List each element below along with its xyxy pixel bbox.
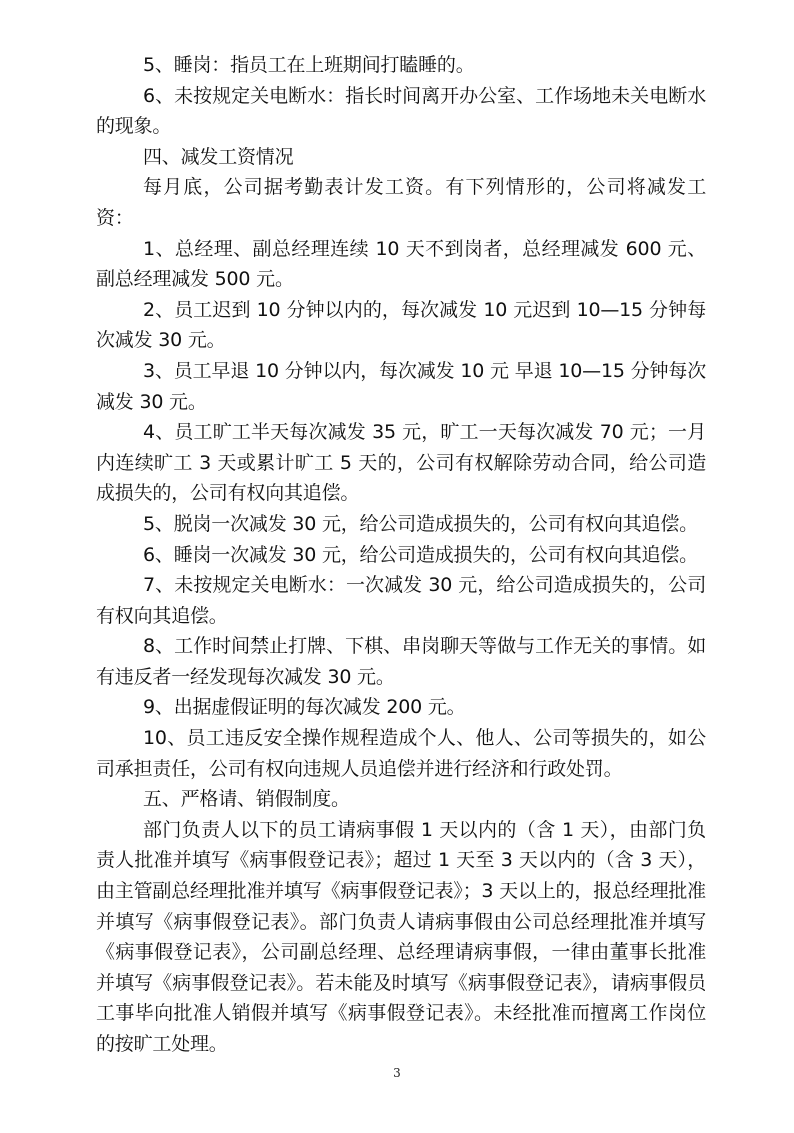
paragraph-rule-1: 1、总经理、副总经理连续 10 天不到岗者，总经理减发 600 元、副总经理减发 500 元。 [96,237,706,291]
paragraph-item-6-power-water: 6、未按规定关电断水：指长时间离开办公室、工作场地未关电断水的现象。 [96,84,706,138]
paragraph-rule-3: 3、员工早退 10 分钟以内，每次减发 10 元 早退 10—15 分钟每次减发 30 元。 [96,359,706,413]
paragraph-item-5-sleeping: 5、睡岗：指员工在上班期间打瞌睡的。 [143,54,475,76]
paragraph-rule-2: 2、员工迟到 10 分钟以内的，每次减发 10 元迟到 10—15 分钟每次减发 30 元。 [96,298,706,352]
paragraph-rule-6: 6、睡岗一次减发 30 元，给公司造成损失的，公司有权向其追偿。 [143,543,698,566]
paragraph-rule-4: 4、员工旷工半天每次减发 35 元，旷工一天每次减发 70 元；一月内连续旷工 3 天或累计旷工 5 天的，公司有权解除劳动合同，给公司造成损失的，公司有权向其追偿。 [96,421,706,505]
paragraph-rule-8: 8、工作时间禁止打牌、下棋、串岗聊天等做与工作无关的事情。如有违反者一经发现每次减发 30 元。 [96,635,706,688]
page-number: 3 [393,1066,401,1080]
paragraph-rule-10: 10、员工违反安全操作规程造成个人、他人、公司等损失的，如公司承担责任，公司有权向违规人员追偿并进行经济和行政处罚。 [96,727,706,780]
paragraph-rule-5: 5、脱岗一次减发 30 元，给公司造成损失的，公司有权向其追偿。 [143,512,698,535]
paragraph-rule-9: 9、出据虚假证明的每次减发 200 元。 [143,696,466,719]
section-heading-4: 四、减发工资情况 [143,145,294,168]
paragraph-intro-deductions: 每月底，公司据考勤表计发工资。有下列情形的，公司将减发工资： [96,176,706,229]
section-heading-5: 五、严格请、销假制度。 [143,788,350,811]
paragraph-rule-7: 7、未按规定关电断水：一次减发 30 元，给公司造成损失的，公司有权向其追偿。 [96,574,706,627]
paragraph-leave-policy: 部门负责人以下的员工请病事假 1 天以内的（含 1 天），由部门负责人批准并填写《病事假登记表》；超过 1 天至 3 天以内的（含 3 天），由主管副总经理批准并填写《病事假登记表》；3 天以上的，报总经理批准并填写《病事假登记表》。部门负责人请病事假由公司总经理批准并填写《病事假登记表》，公司副总经理、总经理请病事假，一律由董事长批准并填写《病事假登记表》。若未能及时填写《病事假登记表》，请病事假员工事毕向批准人销假并填写《病事假登记表》。未经批准而擅离工作岗位的按旷工处理。 [96,818,706,1055]
page-body [96,50,706,1060]
